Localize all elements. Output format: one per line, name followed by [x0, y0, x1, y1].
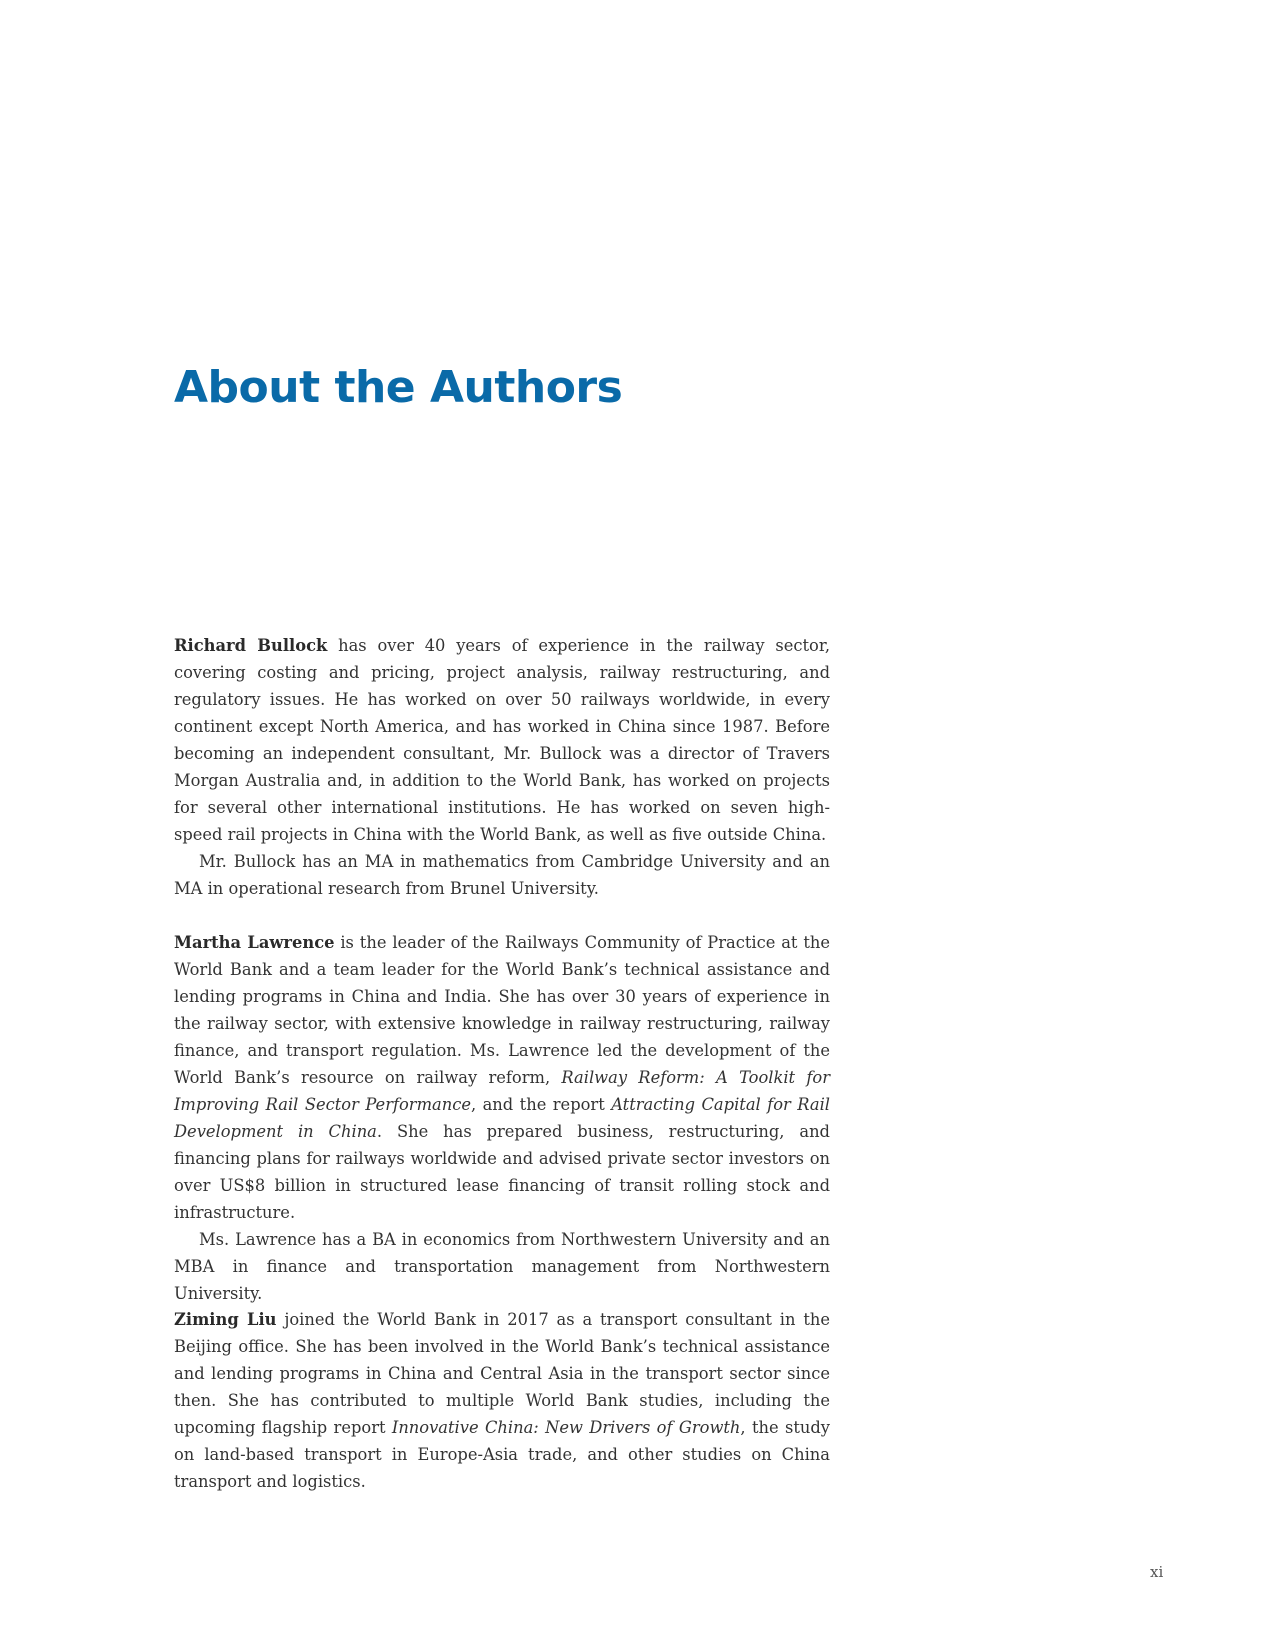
author-bio-richard-bullock — [174, 632, 830, 902]
author-bio-ziming-liu — [174, 1306, 830, 1495]
publication-title: Railway Reform: A Toolkit for Improving Rail Sector Performance — [174, 1068, 830, 1114]
bio-text: , the study on land-based transport in Europe-Asia trade, and other studies on China transport and logistics. — [174, 1418, 830, 1491]
bio-paragraph — [174, 1306, 830, 1495]
page-title: About the Authors — [174, 362, 623, 413]
author-name: Richard Bullock — [174, 636, 328, 655]
author-name: Martha Lawrence — [174, 933, 335, 952]
bio-text: Mr. Bullock has an MA in mathematics from Cambridge University and an MA in operational research from Brunel University. — [174, 852, 830, 898]
author-name: Ziming Liu — [174, 1310, 277, 1329]
bio-text: is the leader of the Railways Community of Practice at the World Bank and a team leader for the World Bank’s technical assistance and lending programs in China and India. She has over 30 years of experience in the railway sector, with extensive knowledge in railway restructuring, railway finance, and transport regulation. Ms. Lawrence led the development of the World Bank’s resource on railway reform, — [174, 933, 830, 1087]
bio-paragraph — [174, 848, 830, 902]
bio-paragraph — [174, 632, 830, 848]
publication-title: Innovative China: New Drivers of Growth — [391, 1418, 741, 1437]
bio-paragraph — [174, 1226, 830, 1307]
author-bio-martha-lawrence — [174, 929, 830, 1307]
bio-text: joined the World Bank in 2017 as a transport consultant in the Beijing office. She has been involved in the World Bank’s technical assistance and lending programs in China and Central Asia in the transport sector since then. She has contributed to multiple World Bank studies, including the upcoming flagship report — [174, 1310, 830, 1437]
bio-paragraph — [174, 929, 830, 1226]
publication-title: Attracting Capital for Rail Development in China — [174, 1095, 830, 1141]
page-number: xi — [1150, 1563, 1164, 1581]
bio-text: . She has prepared business, restructuring, and financing plans for railways worldwide and advised private sector investors on over US$8 billion in structured lease financing of transit rolling stock and infrastructure. — [174, 1122, 830, 1222]
bio-text: Ms. Lawrence has a BA in economics from Northwestern University and an MBA in finance and transportation management from Northwestern University. — [174, 1230, 830, 1303]
bio-text: has over 40 years of experience in the railway sector, covering costing and pricing, project analysis, railway restructuring, and regulatory issues. He has worked on over 50 railways worldwide, in every continent except North America, and has worked in China since 1987. Before becoming an independent consultant, Mr. Bullock was a director of Travers Morgan Australia and, in addition to the World Bank, has worked on projects for several other international institutions. He has worked on seven high-speed rail projects in China with the World Bank, as well as five outside China. — [174, 636, 831, 844]
bio-text: , and the report — [470, 1095, 612, 1114]
